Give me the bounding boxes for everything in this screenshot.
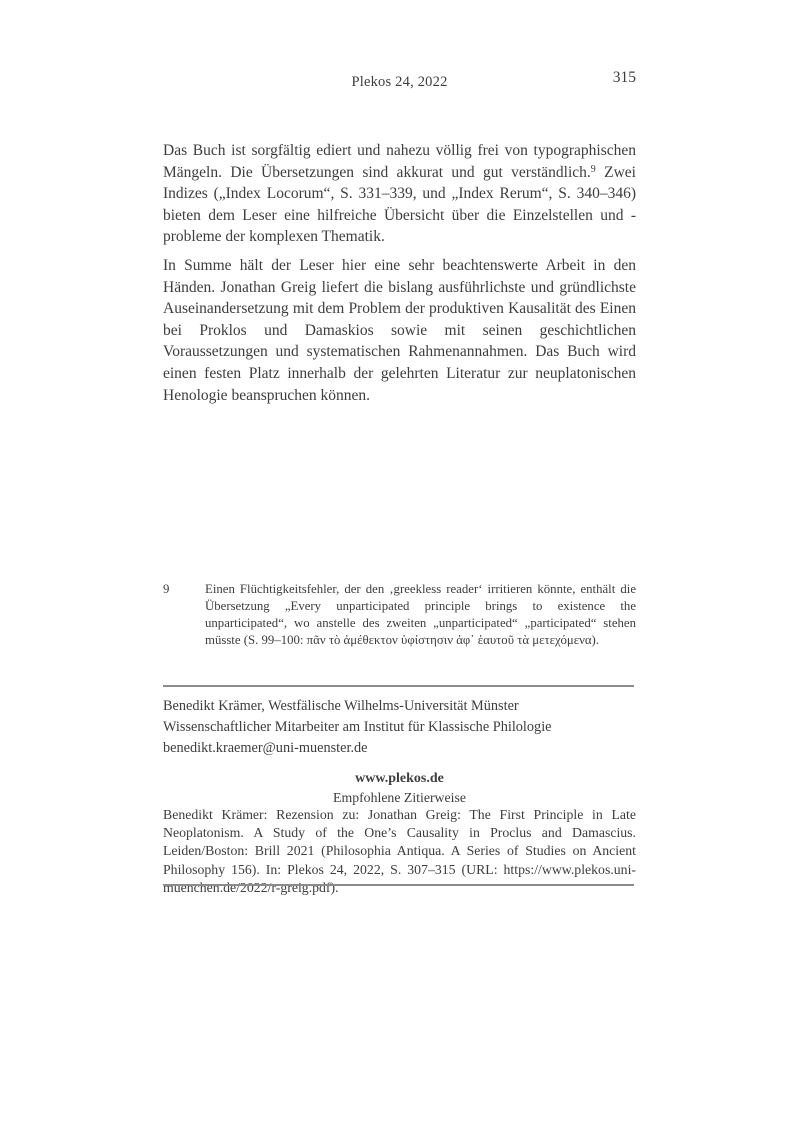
footnote-reference-9: 9 (590, 163, 596, 175)
footnote-text: Einen Flüchtigkeitsfehler, der den ‚greekless reader‘ irritieren könnte, enthält die Übersetzung „Every unparticipated principle brings to existence the unparticipated“, wo anstelle des zweiten „unparticipated“ „participated“ stehen müsste (S. 99–100: πᾶν τὸ ἀμέθεκτον ὑφίστησιν ἀφ᾽ ἑαυτοῦ τὰ μετεχόμενα). (205, 582, 636, 647)
author-position: Wissenschaftlicher Mitarbeiter am Institut für Klassische Philologie (163, 719, 552, 735)
paragraph-1-continuation: Zwei Indizes („Index Locorum“, S. 331–339, und „Index Rerum“, S. 340–346) bieten dem Leser eine hilfreiche Übersicht über die Einzelstellen und -probleme der komplexen Thematik. (163, 163, 636, 246)
journal-header: Plekos 24, 2022 (351, 74, 448, 90)
author-separator-rule (163, 685, 634, 687)
footnote-number: 9 (163, 582, 170, 596)
website-url: www.plekos.de (355, 771, 444, 786)
author-name-affiliation: Benedikt Krämer, Westfälische Wilhelms-Universität Münster (163, 698, 519, 714)
bottom-rule (163, 884, 634, 886)
page-number: 315 (612, 69, 636, 86)
main-text (163, 140, 636, 406)
citation-text: Benedikt Krämer: Rezension zu: Jonathan Greig: The First Principle in Late Neoplatonism. A Study of the One’s Causality in Proclus and Damascius. Leiden/Boston: Brill 2021 (Philosophia Antiqua. A Series of Studies on Ancient Philosophy 156). In: Plekos 24, 2022, S. 307–315 (URL: https://www.plekos.uni-muenchen.de/2022/r-greig.pdf). (163, 807, 636, 895)
citation-heading: Empfohlene Zitierweise (333, 790, 466, 805)
paragraph-1-text: Das Buch ist sorgfältig ediert und nahezu völlig frei von typographischen Mängeln. Die Übersetzungen sind akkurat und gut verständlich. (163, 142, 636, 181)
paragraph-1 (163, 140, 636, 248)
footnote-block (163, 581, 636, 649)
author-email: benedikt.kraemer@uni-muenster.de (163, 740, 368, 756)
author-block (163, 696, 636, 759)
paragraph-2: In Summe hält der Leser hier eine sehr beachtenswerte Arbeit in den Händen. Jonathan Greig liefert die bislang ausführlichste und gründlichste Auseinandersetzung mit dem Problem der produktiven Kausalität des Einen bei Proklos und Damaskios sowie mit seinen geschichtlichen Voraussetzungen und systematischen Rahmenannahmen. Das Buch wird einen festen Platz innerhalb der gelehrten Literatur zur neuplatonischen Henologie beanspruchen können. (163, 256, 636, 404)
